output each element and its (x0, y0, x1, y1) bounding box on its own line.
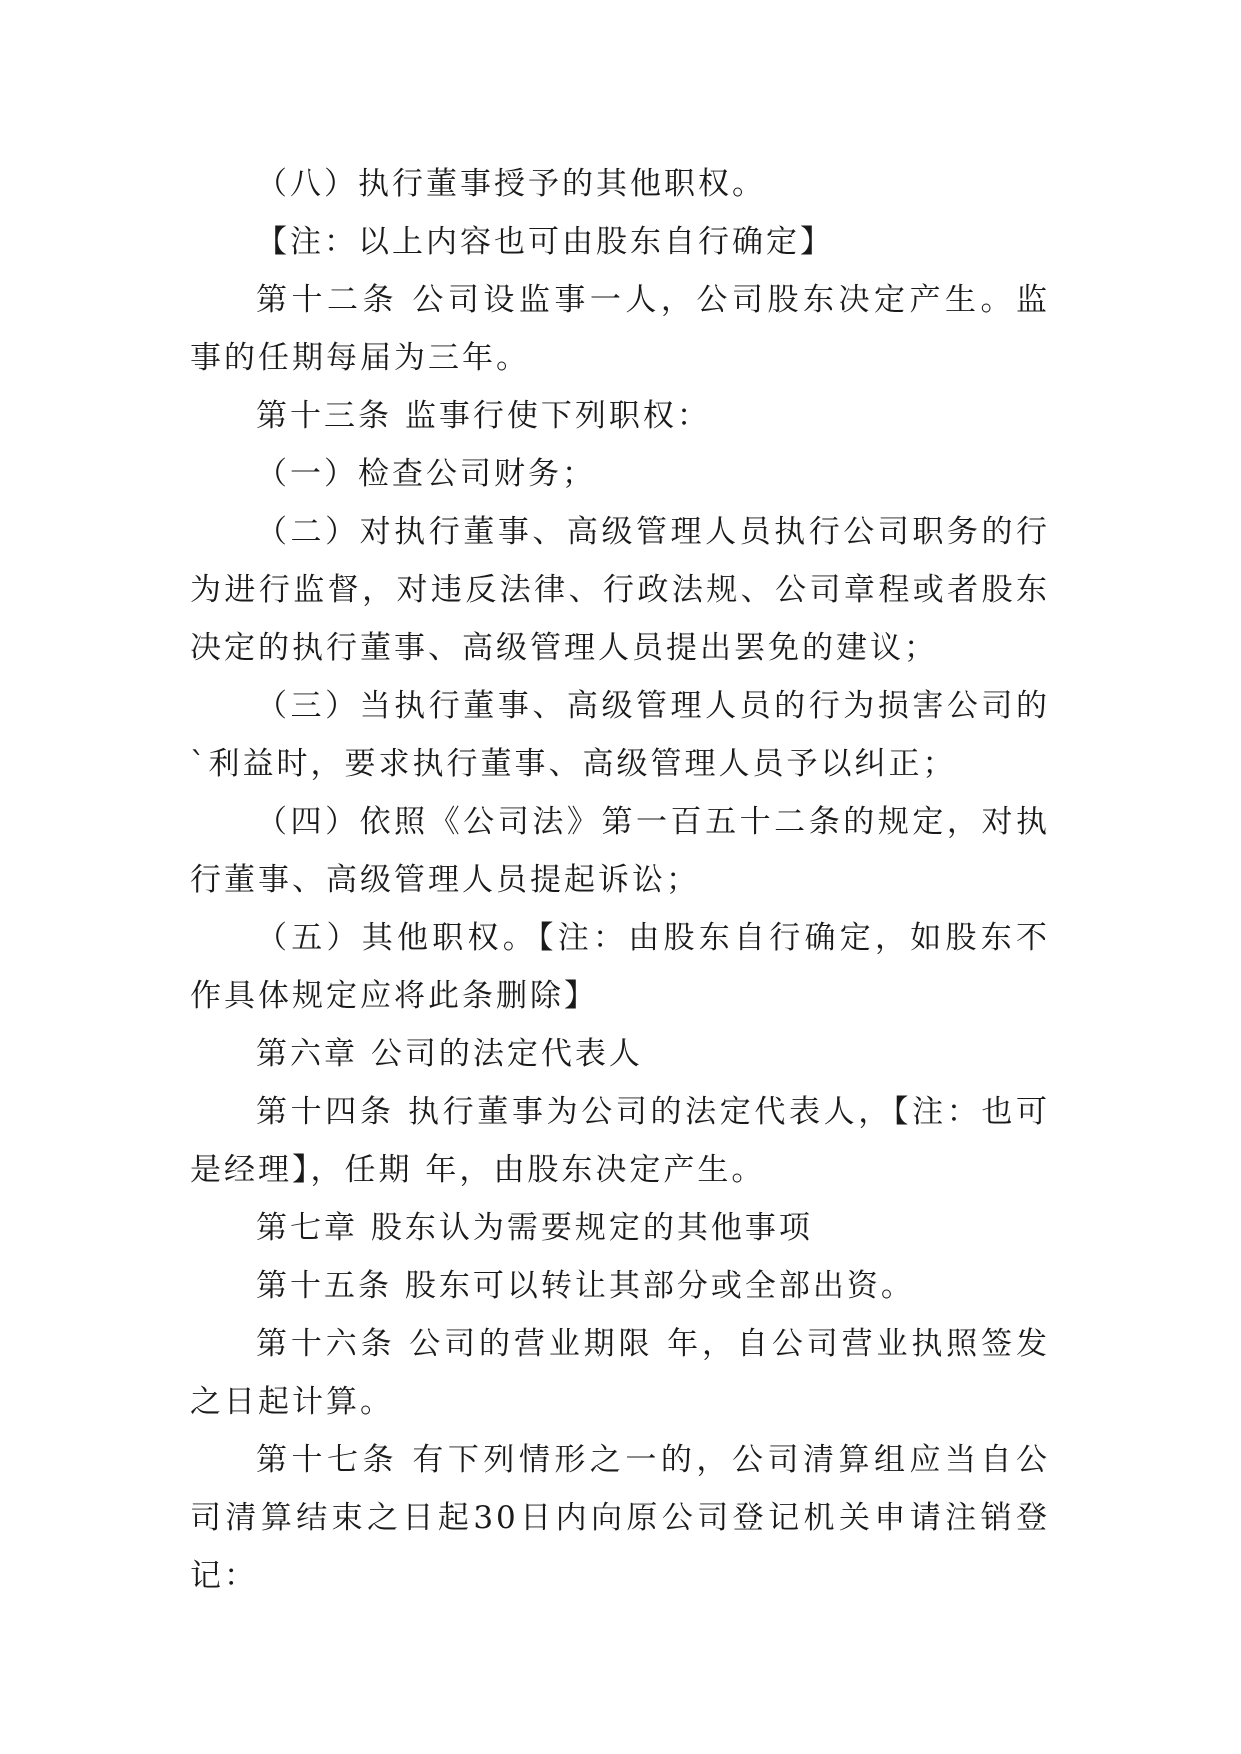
article-13-item-2: （二）对执行董事、高级管理人员执行公司职务的行为进行监督，对违反法律、行政法规、公司章程或者股东决定的执行董事、高级管理人员提出罢免的建议； (190, 514, 1050, 666)
article-14: 第十四条 执行董事为公司的法定代表人，【注：也可是经理】，任期 年，由股东决定产生。 (190, 1094, 1050, 1188)
paragraph-item-8: （八）执行董事授予的其他职权。 (256, 166, 766, 202)
chapter-6-heading: 第六章 公司的法定代表人 (256, 1036, 643, 1072)
article-13-item-3: （三）当执行董事、高级管理人员的行为损害公司的`利益时，要求执行董事、高级管理人员予以纠正； (190, 688, 1050, 782)
article-15: 第十五条 股东可以转让其部分或全部出资。 (256, 1268, 915, 1304)
article-13-item-5: （五）其他职权。【注：由股东自行确定，如股东不作具体规定应将此条删除】 (190, 920, 1050, 1014)
article-17: 第十七条 有下列情形之一的，公司清算组应当自公司清算结束之日起30日内向原公司登记机关申请注销登记： (190, 1442, 1050, 1594)
article-13-item-4: （四）依照《公司法》第一百五十二条的规定，对执行董事、高级管理人员提起诉讼； (190, 804, 1050, 898)
document-body (190, 155, 1050, 1605)
article-13-item-1: （一）检查公司财务； (256, 456, 596, 492)
article-16: 第十六条 公司的营业期限 年，自公司营业执照签发之日起计算。 (190, 1326, 1050, 1420)
note-paragraph: 【注：以上内容也可由股东自行确定】 (256, 224, 834, 260)
article-13: 第十三条 监事行使下列职权： (256, 398, 711, 434)
chapter-7-heading: 第七章 股东认为需要规定的其他事项 (256, 1210, 813, 1246)
article-12: 第十二条 公司设监事一人，公司股东决定产生。监事的任期每届为三年。 (190, 282, 1050, 376)
